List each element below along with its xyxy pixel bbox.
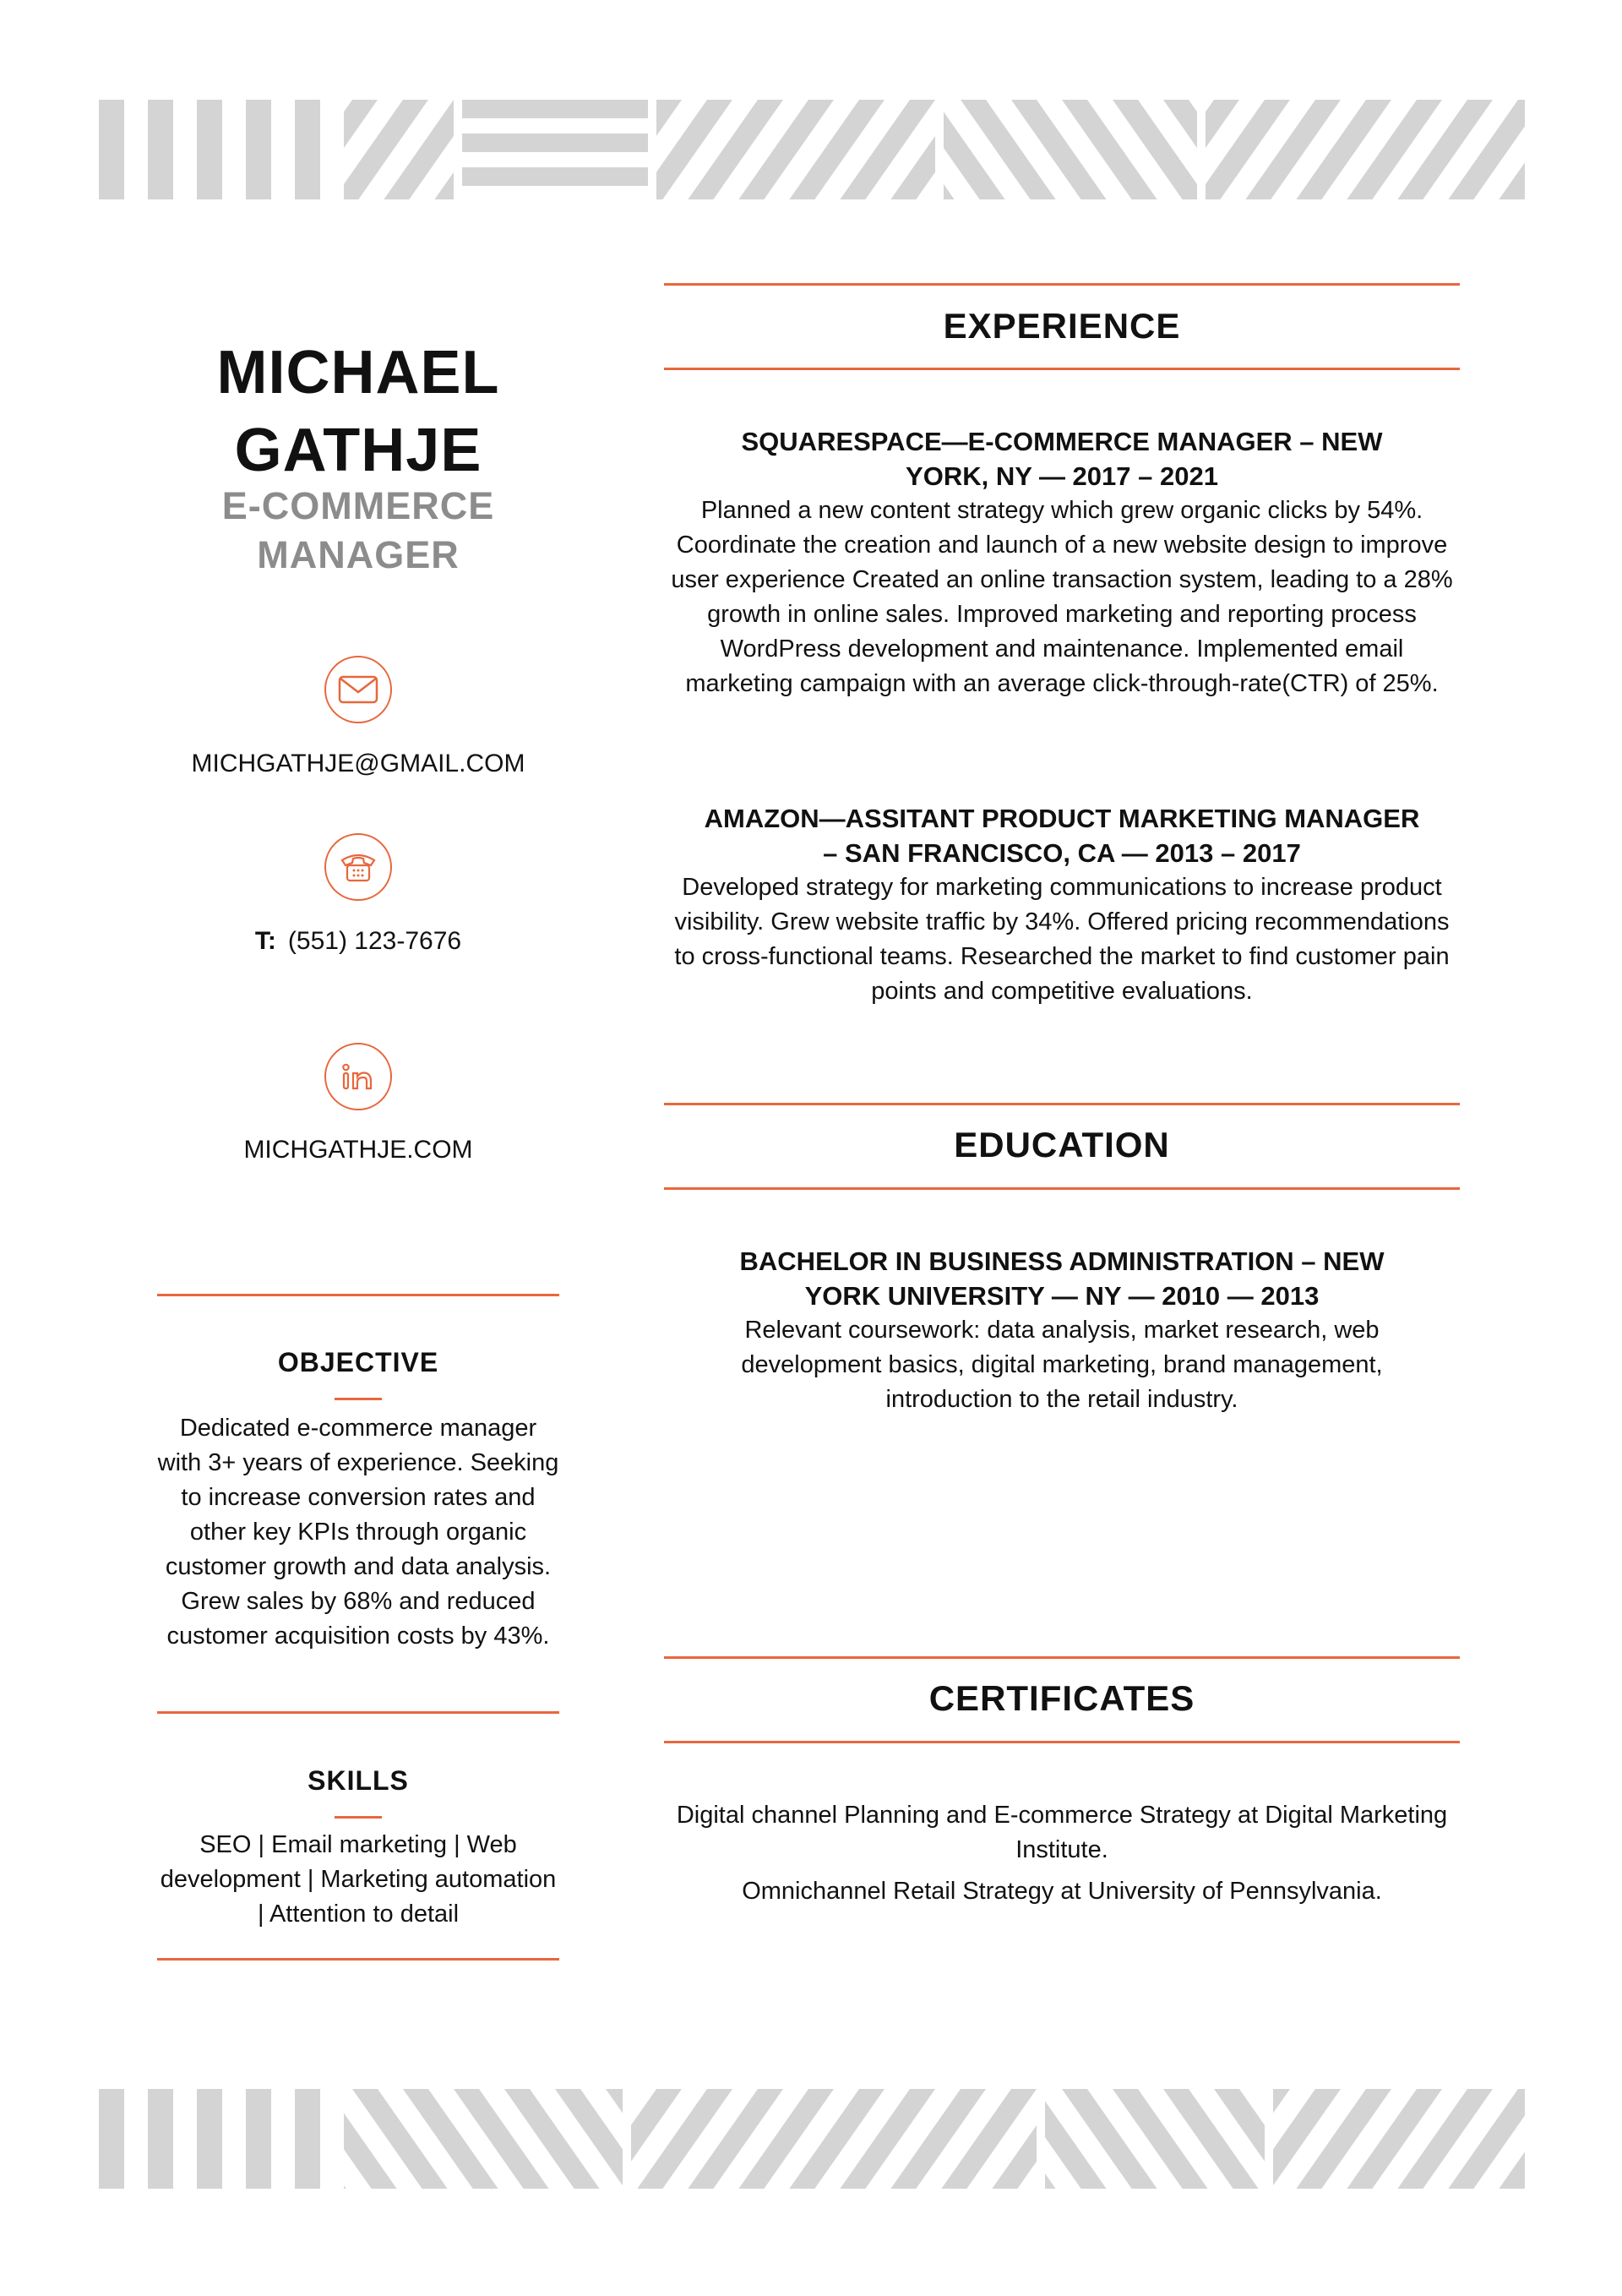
- education-bottom-rule: [664, 1187, 1460, 1190]
- experience-top-rule: [664, 283, 1460, 286]
- website-url[interactable]: MICHGATHJE.COM: [243, 1136, 473, 1164]
- objective-heading: OBJECTIVE: [277, 1347, 439, 1377]
- experience-heading: EXPERIENCE: [943, 306, 1181, 346]
- objective-top-rule: [157, 1294, 559, 1296]
- skills-top-rule: [157, 1711, 559, 1714]
- phone-number[interactable]: (551) 123-7676: [287, 927, 462, 955]
- skills-dash: [335, 1816, 382, 1819]
- education-entry-body: Relevant coursework: data analysis, market research, web development basics, digital marketing, brand management, introduction to the retail industry.: [741, 1317, 1383, 1413]
- linkedin-icon: [324, 1043, 392, 1110]
- experience-entry-body: Developed strategy for marketing communications to increase product visibility. Grew website traffic by 34%. Offered pricing recommendations to cross-functional teams. Researched the market to find customer pain points and competitive evaluations.: [674, 874, 1450, 1005]
- certificate-item: Omnichannel Retail Strategy at University of Pennsylvania.: [742, 1878, 1382, 1905]
- skills-text: SEO | Email marketing | Web development | Marketing automation | Attention to detail: [160, 1831, 557, 1928]
- telephone-icon: [324, 833, 392, 901]
- experience-entry-title: AMAZON—ASSITANT PRODUCT MARKETING MANAGER – SAN FRANCISCO, CA — 2013 – 2017: [704, 804, 1420, 868]
- education-entry: [664, 1244, 1460, 1417]
- envelope-icon: [324, 656, 392, 723]
- education-top-rule: [664, 1103, 1460, 1105]
- certificates-bottom-rule: [664, 1741, 1460, 1743]
- experience-bottom-rule: [664, 368, 1460, 370]
- education-entry-title: BACHELOR IN BUSINESS ADMINISTRATION – NEW YORK UNIVERSITY — NY — 2010 — 2013: [739, 1246, 1385, 1311]
- candidate-name: MICHAEL GATHJE: [216, 339, 500, 484]
- phone-label: T:: [254, 927, 276, 955]
- bottom-decorative-band: [99, 2089, 1525, 2189]
- skills-bottom-rule: [157, 1958, 559, 1961]
- experience-entry: [664, 424, 1460, 701]
- education-heading: EDUCATION: [954, 1125, 1170, 1164]
- experience-entry-body: Planned a new content strategy which grew organic clicks by 54%. Coordinate the creation and launch of a new website design to improve user experience Created an online transaction system, leading to a 28% growth in online sales. Improved marketing and reporting process WordPress development and maintenance. Implemented email marketing campaign with an average click-through-rate(CTR) of 25%.: [671, 497, 1453, 697]
- experience-entry: [664, 801, 1460, 1009]
- experience-entry-title: SQUARESPACE—E-COMMERCE MANAGER – NEW YORK, NY — 2017 – 2021: [741, 427, 1383, 491]
- job-title: E-COMMERCE MANAGER: [221, 484, 495, 576]
- certificates-top-rule: [664, 1656, 1460, 1659]
- top-decorative-band: [99, 100, 1525, 199]
- phone-line: [157, 924, 559, 958]
- email-address[interactable]: MICHGATHJE@GMAIL.COM: [191, 750, 525, 777]
- certificates-heading: CERTIFICATES: [928, 1678, 1195, 1718]
- skills-heading: SKILLS: [308, 1765, 409, 1796]
- objective-text: Dedicated e-commerce manager with 3+ years of experience. Seeking to increase conversion rates and other key KPIs through organic customer growth and data analysis. Grew sales by 68% and reduced customer acquisition costs by 43%.: [157, 1415, 559, 1650]
- certificate-item: Digital channel Planning and E-commerce Strategy at Digital Marketing Institute.: [676, 1802, 1448, 1863]
- objective-dash: [335, 1398, 382, 1400]
